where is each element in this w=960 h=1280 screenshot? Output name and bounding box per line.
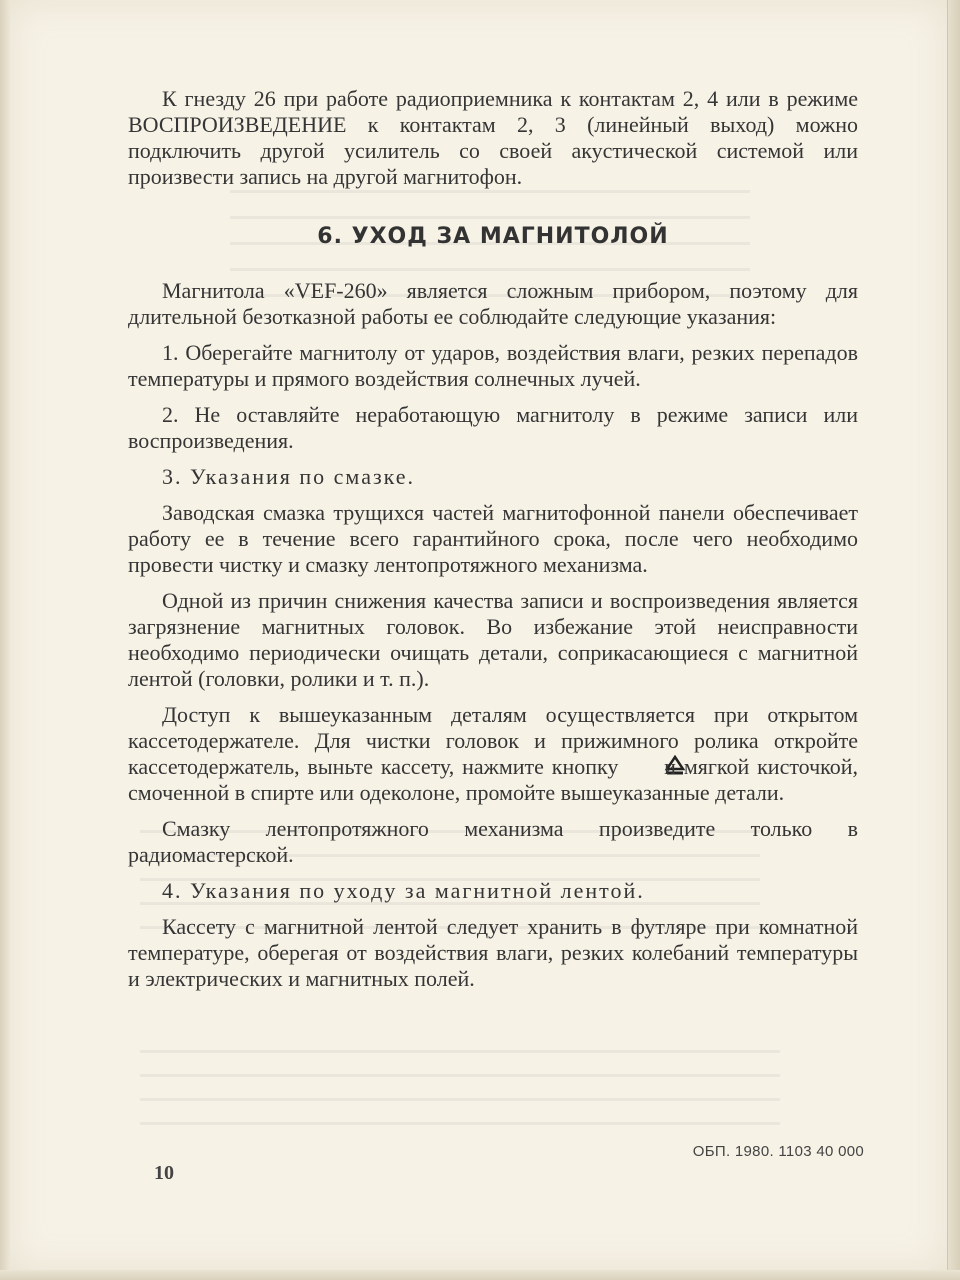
tape-care-paragraph: Кассету с магнитной лентой следует хранить в футляре при комнатной температуре, оберегая от воздействия влаги, резких колебаний температуры и электрических и магнитных полей. bbox=[128, 914, 858, 991]
page-right-edge bbox=[947, 0, 960, 1280]
lubrication-paragraph-3-start: Доступ к вышеуказанным деталям осуществляется при открытом кассетодержателе. Для чистки головок и прижимного ролика откройте кассетодержатель, выньте кассету, нажмите кнопку bbox=[128, 702, 858, 779]
eject-icon bbox=[630, 754, 652, 776]
lead-paragraph: Магнитола «VEF-260» является сложным прибором, поэтому для длительной безотказной работы ее соблюдайте следующие указания: bbox=[128, 278, 858, 329]
show-through-texture bbox=[140, 1050, 780, 1130]
lubrication-paragraph-1: Заводская смазка трущихся частей магнитофонной панели обеспечивает работу ее в течение всего гарантийного срока, после чего необходимо провести чистку и смазку лентопротяжного механизма. bbox=[128, 500, 858, 577]
lubrication-paragraph-3-end: и мягкой кисточкой, смоченной в спирте или одеколоне, промойте вышеуказанные детали. bbox=[128, 754, 859, 805]
page-bottom-edge bbox=[0, 1270, 960, 1280]
section-heading: 6. УХОД ЗА МАГНИТОЛОЙ bbox=[317, 224, 669, 249]
print-info: ОБП. 1980. 1103 40 000 bbox=[692, 1143, 864, 1160]
instruction-4-title: 4. Указания по уходу за магнитной лентой. bbox=[162, 878, 645, 903]
lubrication-paragraph-4: Смазку лентопротяжного механизма произведите только в радиомастерской. bbox=[128, 816, 858, 867]
instruction-2: 2. Не оставляйте неработающую магнитолу в режиме записи или воспроизведения. bbox=[128, 402, 858, 453]
document-body bbox=[128, 86, 858, 1002]
page-left-edge bbox=[0, 0, 10, 1280]
instruction-3-title: 3. Указания по смазке. bbox=[162, 464, 416, 489]
intro-paragraph: К гнезду 26 при работе радиоприемника к контактам 2, 4 или в режиме ВОСПРОИЗВЕДЕНИЕ к контактам 2, 3 (линейный выход) можно подключить другой усилитель со своей акустической системой или произвести запись на другой магнитофон. bbox=[128, 86, 858, 189]
page-number: 10 bbox=[154, 1162, 174, 1184]
instruction-1: 1. Оберегайте магнитолу от ударов, воздействия влаги, резких перепадов температуры и прямого воздействия солнечных лучей. bbox=[128, 340, 858, 391]
lubrication-paragraph-2: Одной из причин снижения качества записи и воспроизведения является загрязнение магнитных головок. Во избежание этой неисправности необходимо периодически очищать детали, соприкасающиеся с магнитной лентой (головки, ролики и т. п.). bbox=[128, 588, 858, 691]
lubrication-paragraph-3 bbox=[128, 702, 858, 806]
